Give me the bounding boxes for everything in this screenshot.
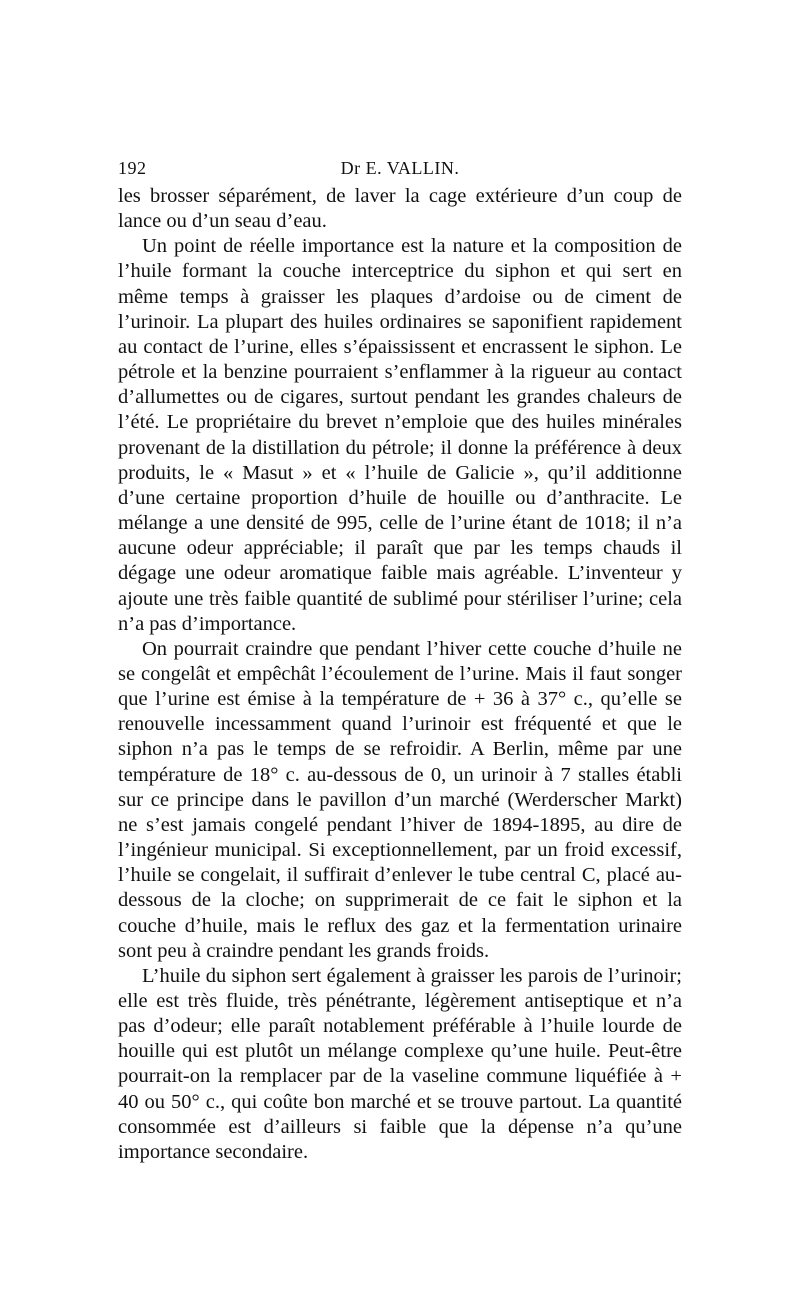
- running-title: Dr E. VALLIN.: [340, 158, 460, 178]
- paragraph-hiver-congelation: On pourrait craindre que pendant l’hiver cette couche d’huile ne se congelât et empêchât l’écoulement de l’urine. Mais il faut songer que l’urine est émise à la température de + 36 à 37° c., qu’elle se renouvelle incessamment quand l’urinoir est fréquenté et que le siphon n’a pas le temps de se refroidir. A Berlin, même par une température de 18° c. au-dessous de 0, un urinoir à 7 stalles établi sur ce principe dans le pavillon d’un marché (Werderscher Markt) ne s’est jamais congelé pendant l’hiver de 1894-1895, au dire de l’ingénieur municipal. Si exceptionnellement, par un froid excessif, l’huile se congelait, il suffirait d’enlever le tube central C, placé au-dessous de la cloche; on supprimerait de ce fait le siphon et la couche d’huile, mais le reflux des gaz et la fermentation urinaire sont peu à craindre pendant les grands froids.: [118, 637, 682, 962]
- page-number: 192: [118, 158, 147, 178]
- paragraph-huile-composition: Un point de réelle importance est la nature et la composition de l’huile formant la couche interceptrice du siphon et qui sert en même temps à graisser les plaques d’ardoise ou de ciment de l’urinoir. La plupart des huiles ordinaires se saponifient rapidement au contact de l’urine, elles s’épaississent et encrassent le siphon. Le pétrole et la benzine pourraient s’enflammer à la rigueur au contact d’allumettes ou de cigares, surtout pendant les grandes chaleurs de l’été. Le propriétaire du brevet n’emploie que des huiles minérales provenant de la distillation du pétrole; il donne la préférence à deux produits, le « Masut » et « l’huile de Galicie », qu’il additionne d’une certaine proportion d’huile de houille ou d’anthracite. Le mélange a une densité de 995, celle de l’urine étant de 1018; il n’a aucune odeur appréciable; il paraît que par les temps chauds il dégage une odeur aromatique faible mais agréable. L’inventeur y ajoute une très faible quantité de sublimé pour stériliser l’urine; cela n’a pas d’importance.: [118, 235, 682, 635]
- body-text: [118, 184, 682, 1165]
- paragraph-huile-siphon: L’huile du siphon sert également à graisser les parois de l’urinoir; elle est très fluide, très pénétrante, légèrement antiseptique et n’a pas d’odeur; elle paraît notablement préférable à l’huile lourde de houille qui est plutôt un mélange complexe qu’une huile. Peut-être pourrait-on la remplacer par de la vaseline commune liquéfiée à + 40 ou 50° c., qui coûte bon marché et se trouve partout. La quantité consommée est d’ailleurs si faible que la dépense n’a qu’une importance secondaire.: [118, 964, 682, 1163]
- running-head: [118, 158, 682, 182]
- paragraph-continuation: les brosser séparément, de laver la cage extérieure d’un coup de lance ou d’un seau d’eau.: [118, 185, 682, 233]
